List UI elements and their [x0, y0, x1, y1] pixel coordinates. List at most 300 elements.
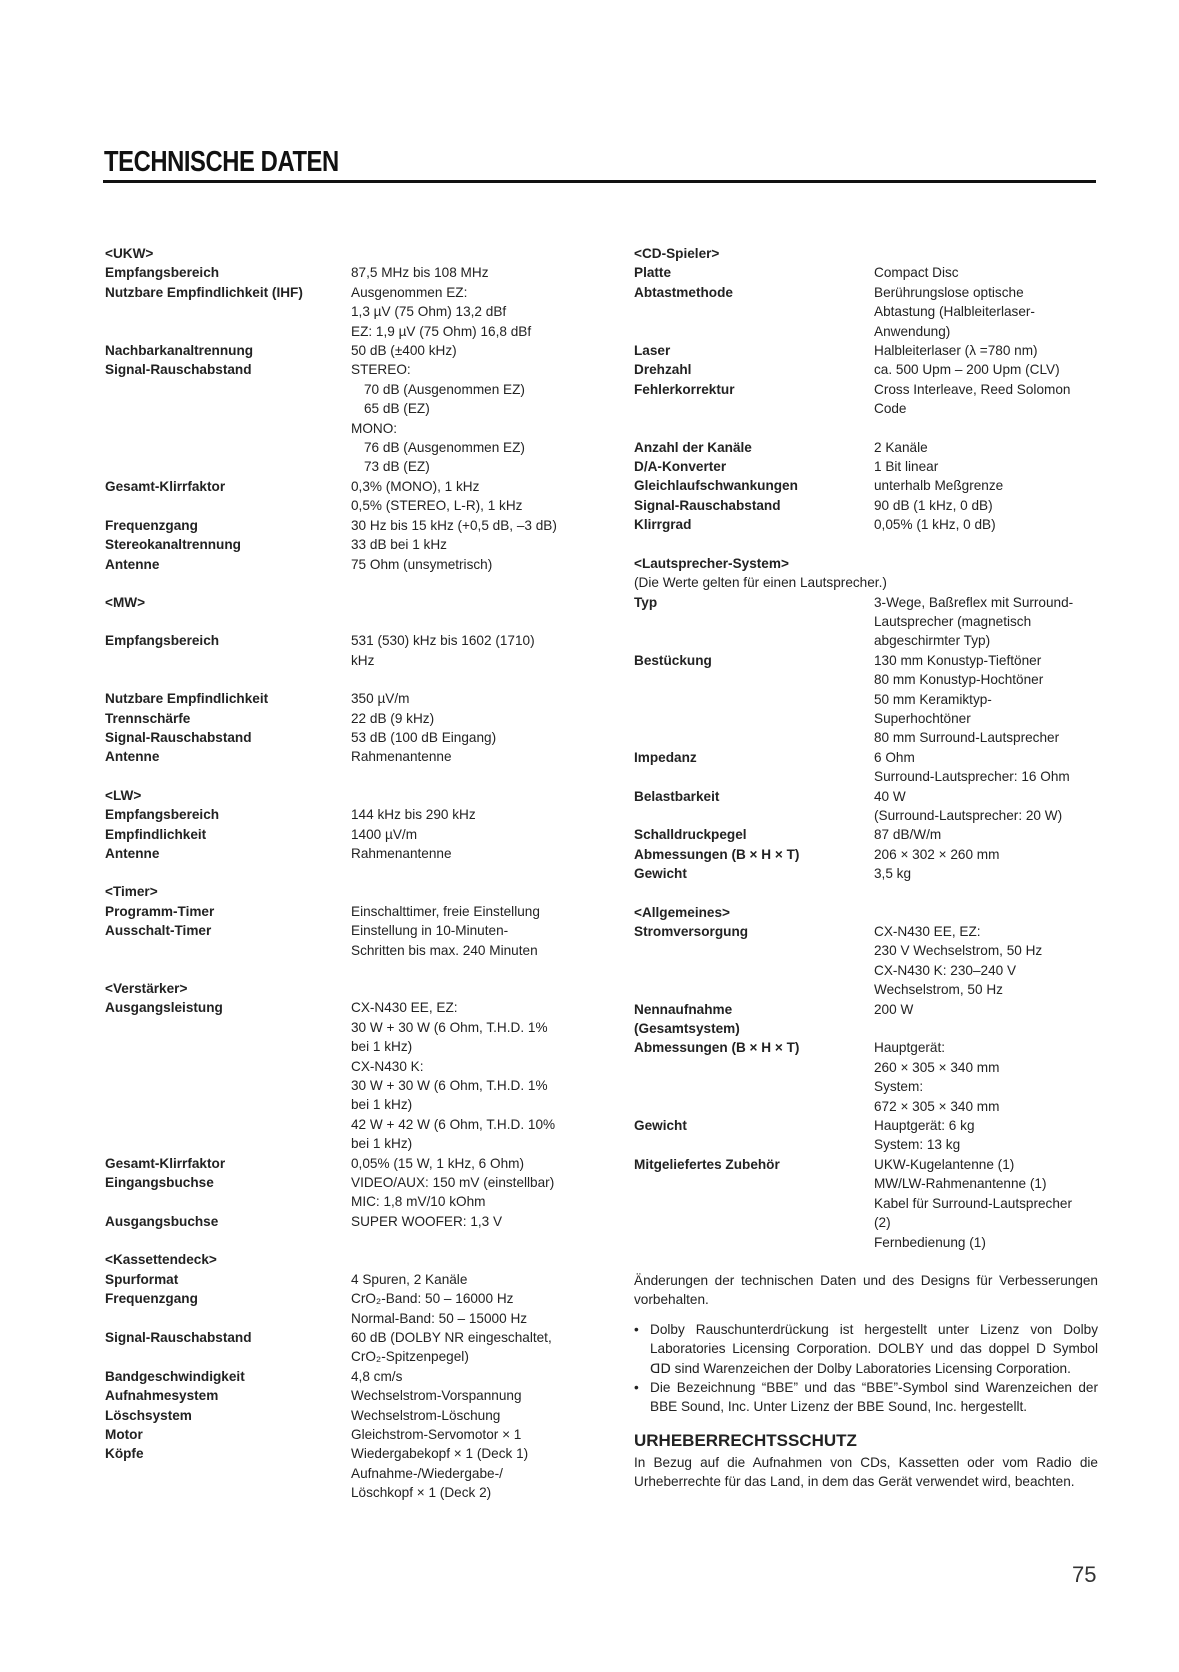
- spec-label-text: Frequenzgang: [105, 1291, 198, 1307]
- spec-value-line: (Surround-Lautsprecher: 20 W): [874, 807, 1063, 823]
- spec-value-line: Wiedergabekopf × 1 (Deck 1): [351, 1446, 529, 1462]
- spec-label-text: Programm-Timer: [105, 903, 215, 919]
- spec-label-text: Bestückung: [634, 652, 712, 668]
- notes-gap: [634, 1252, 1098, 1271]
- spec-label: [105, 1367, 351, 1386]
- spec-value-line: 30 Hz bis 15 kHz (+0,5 dB, –3 dB): [351, 517, 557, 533]
- spec-label: [634, 496, 874, 515]
- spec-label: [105, 1154, 351, 1173]
- section-heading: <Allgemeines>: [634, 904, 730, 920]
- spec-row: [634, 1038, 1098, 1116]
- spec-value-line: CX-N430 K:: [351, 1058, 424, 1074]
- spec-row: [634, 864, 1098, 883]
- copyright-heading: URHEBERRECHTSSCHUTZ: [634, 1430, 857, 1450]
- spec-label: [105, 1270, 351, 1289]
- spec-value-line: 60 dB (DOLBY NR eingeschaltet,: [351, 1329, 552, 1345]
- spec-row: [634, 457, 1098, 476]
- spec-value: [351, 1406, 500, 1425]
- spec-label-text: Stromversorgung: [634, 924, 749, 939]
- spec-row: [105, 360, 557, 476]
- spec-value: [351, 902, 540, 921]
- spec-label-text: Trennschärfe: [105, 710, 191, 726]
- spec-value: [874, 515, 996, 534]
- spec-label: [634, 476, 874, 495]
- spec-label: [634, 283, 874, 302]
- spec-label: [105, 263, 351, 282]
- section-gap: [105, 960, 557, 979]
- spec-label: [105, 844, 351, 863]
- spec-label: [634, 864, 874, 883]
- spec-value-line: CX-N430 EE, EZ:: [874, 924, 981, 939]
- spec-value-line: Gleichstrom-Servomotor × 1: [351, 1426, 522, 1442]
- notice-bullet: [634, 1320, 1098, 1378]
- spec-value-line: Kabel für Surround-Lautsprecher: [874, 1195, 1072, 1211]
- spec-value: [351, 341, 457, 360]
- spec-label-text: Gewicht: [634, 866, 687, 882]
- spec-label-text: Signal-Rauschabstand: [105, 729, 252, 745]
- spec-value-line: 4 Spuren, 2 Kanäle: [351, 1271, 468, 1287]
- spec-label: [634, 438, 874, 457]
- spec-value: [351, 1328, 552, 1367]
- spec-value-line: 1400 µV/m: [351, 826, 418, 842]
- spec-value-line: Compact Disc: [874, 265, 959, 281]
- spec-value-line: EZ: 1,9 µV (75 Ohm) 16,8 dBf: [351, 323, 532, 339]
- spec-value-line: Rahmenantenne: [351, 845, 452, 861]
- spec-value-line: Hauptgerät:: [874, 1040, 946, 1056]
- spec-row: [105, 1425, 557, 1444]
- spec-value-line: Lautsprecher (magnetisch: [874, 613, 1032, 629]
- spec-value-line: 87,5 MHz bis 108 MHz: [351, 265, 489, 281]
- spec-row: [634, 263, 1098, 282]
- spec-value-line: 0,05% (15 W, 1 kHz, 6 Ohm): [351, 1155, 525, 1171]
- copyright-text: In Bezug auf die Aufnahmen von CDs, Kassetten oder vom Radio die Urheberrechte für das Land, in dem das Gerät verwendet wird, beachten.: [634, 1454, 1098, 1490]
- spec-label: [634, 457, 874, 476]
- spec-label-text: Empfangsbereich: [105, 633, 220, 649]
- spec-value: [351, 477, 522, 516]
- spec-label-text: Köpfe: [105, 1446, 144, 1462]
- spec-value-line: 50 mm Keramiktyp-: [874, 691, 992, 707]
- spec-value-line: 6 Ohm: [874, 749, 915, 765]
- spec-value-line: CrO₂-Spitzenpegel): [351, 1349, 469, 1365]
- spec-value: [351, 709, 434, 728]
- spec-label-text: Nennaufnahme: [634, 1001, 733, 1017]
- spec-value-line: MONO:: [351, 420, 398, 436]
- spec-row: [105, 1444, 557, 1502]
- spec-label-text: Platte: [634, 265, 672, 281]
- section-heading: <Verstärker>: [105, 981, 188, 996]
- spec-value: [351, 1212, 502, 1231]
- spec-row: [634, 283, 1098, 341]
- spec-value: [351, 1270, 467, 1289]
- spec-label: [105, 747, 351, 766]
- spec-row: [105, 477, 557, 516]
- spec-row: [634, 438, 1098, 457]
- spec-value: [874, 1000, 913, 1019]
- spec-value: [874, 845, 999, 864]
- spec-label: [634, 341, 874, 360]
- spec-value: [874, 1155, 1072, 1252]
- spec-value-line: Superhochtöner: [874, 710, 971, 726]
- spec-value-line: Einschalttimer, freie Einstellung: [351, 903, 540, 919]
- spec-label-text: Antenne: [105, 845, 160, 861]
- section-note: (Die Werte gelten für einen Lautsprecher.): [634, 575, 887, 591]
- spec-value: [874, 864, 911, 883]
- spec-label-text: Drehzahl: [634, 362, 692, 378]
- spec-label: [634, 748, 874, 767]
- notes-gap: [634, 1310, 1098, 1320]
- spec-value: [874, 341, 1038, 360]
- spec-label-text: Löschsystem: [105, 1407, 192, 1423]
- spec-row: [634, 515, 1098, 534]
- spec-label-text: Ausschalt-Timer: [105, 923, 212, 939]
- spec-row: [105, 998, 557, 1153]
- spec-row: [105, 1154, 557, 1173]
- spec-label-text: Signal-Rauschabstand: [105, 362, 252, 378]
- spec-label-text: (Gesamtsystem): [634, 1021, 740, 1037]
- spec-value-line: 230 V Wechselstrom, 50 Hz: [874, 943, 1043, 959]
- spec-value-line: Löschkopf × 1 (Deck 2): [351, 1485, 492, 1501]
- spec-value-line: Halbleiterlaser (λ =780 nm): [874, 343, 1038, 359]
- spec-value-line: 33 dB bei 1 kHz: [351, 537, 447, 553]
- spec-value-line: 70 dB (Ausgenommen EZ): [364, 381, 525, 397]
- spec-value: [874, 787, 1062, 826]
- spec-value: [351, 555, 492, 574]
- section-gap: [634, 884, 1098, 903]
- spec-value: [351, 1154, 524, 1173]
- spec-value-line: bei 1 kHz): [351, 1136, 413, 1152]
- spec-value-line: System: 13 kg: [874, 1137, 961, 1153]
- spec-value: [351, 921, 538, 960]
- spec-value-line: 1,3 µV (75 Ohm) 13,2 dBf: [351, 304, 507, 320]
- section-heading: <LW>: [105, 787, 142, 803]
- left-column: [105, 244, 557, 1503]
- spec-value-line: abgeschirmter Typ): [874, 633, 991, 649]
- spec-value-line: 206 × 302 × 260 mm: [874, 846, 1000, 862]
- spec-label-text: Eingangsbuchse: [105, 1175, 214, 1191]
- spec-label-text: Motor: [105, 1426, 143, 1442]
- spec-label-text: Signal-Rauschabstand: [105, 1329, 252, 1345]
- spec-value-line: Fernbedienung (1): [874, 1234, 986, 1250]
- spec-label-text: Empfangsbereich: [105, 265, 220, 281]
- section-heading: <Kassettendeck>: [105, 1252, 217, 1268]
- spec-value-line: 53 dB (100 dB Eingang): [351, 729, 497, 745]
- spec-value-line: (2): [874, 1215, 891, 1231]
- spec-value-line: 0,05% (1 kHz, 0 dB): [874, 517, 996, 533]
- spec-label: [634, 360, 874, 379]
- spec-label-text: Laser: [634, 343, 671, 359]
- spec-value-line: Berührungslose optische: [874, 284, 1024, 300]
- spec-value-line: ca. 500 Upm – 200 Upm (CLV): [874, 362, 1060, 378]
- spec-label-text: Nachbarkanaltrennung: [105, 343, 254, 359]
- spec-label: [105, 805, 351, 824]
- spec-value-line: 65 dB (EZ): [364, 401, 430, 417]
- spec-value-line: kHz: [351, 652, 375, 668]
- spec-label-text: Nutzbare Empfindlichkeit: [105, 691, 269, 707]
- spec-label: [634, 593, 874, 612]
- spec-label-text: Mitgeliefertes Zubehör: [634, 1156, 780, 1172]
- spec-value: [874, 922, 1042, 1000]
- spec-value-line: 73 dB (EZ): [364, 459, 430, 475]
- spec-label-text: Empfindlichkeit: [105, 826, 207, 842]
- spec-value: [874, 457, 938, 476]
- spec-label: [105, 998, 351, 1017]
- spec-value: [351, 998, 555, 1153]
- spec-row: [634, 825, 1098, 844]
- spec-row: [105, 341, 557, 360]
- spec-label-text: Gesamt-Klirrfaktor: [105, 478, 226, 494]
- spec-row: [634, 651, 1098, 748]
- spec-value: [874, 283, 1035, 341]
- spec-row: [105, 535, 557, 554]
- spec-value-line: 3-Wege, Baßreflex mit Surround-: [874, 594, 1074, 610]
- spec-label-text: Belastbarkeit: [634, 788, 720, 804]
- spec-row: [105, 263, 557, 282]
- section-heading: <Timer>: [105, 884, 158, 900]
- spec-label-text: Frequenzgang: [105, 517, 198, 533]
- spec-label-text: Gewicht: [634, 1118, 687, 1134]
- spec-label-text: Antenne: [105, 749, 160, 765]
- spec-value-line: 75 Ohm (unsymetrisch): [351, 556, 493, 572]
- spec-label-text: Schalldruckpegel: [634, 827, 747, 843]
- spec-label: [634, 825, 874, 844]
- spec-value: [351, 1444, 528, 1502]
- row-gap: [105, 612, 557, 631]
- spec-label: [634, 787, 874, 806]
- spec-label-text: Spurformat: [105, 1271, 179, 1287]
- page-title: TECHNISCHE DATEN: [104, 146, 339, 178]
- spec-value: [351, 1386, 522, 1405]
- spec-value: [874, 263, 959, 282]
- spec-label: [105, 283, 351, 302]
- spec-value-line: 260 × 305 × 340 mm: [874, 1059, 1000, 1075]
- spec-label-text: Typ: [634, 594, 658, 610]
- spec-label-text: Bandgeschwindigkeit: [105, 1368, 245, 1384]
- spec-label-text: Signal-Rauschabstand: [634, 497, 781, 513]
- spec-value: [351, 360, 525, 476]
- spec-label: [634, 922, 874, 941]
- spec-label-text: Ausgangsleistung: [105, 1000, 223, 1016]
- spec-label: [105, 728, 351, 747]
- spec-row: [634, 476, 1098, 495]
- changes-note: Änderungen der technischen Daten und des Designs für Verbesserungen vorbehalten.: [634, 1272, 1098, 1308]
- right-column: [634, 244, 1098, 1492]
- spec-row: [105, 1406, 557, 1425]
- spec-label: [105, 555, 351, 574]
- spec-value-line: CX-N430 EE, EZ:: [351, 1000, 458, 1016]
- spec-value-line: Wechselstrom, 50 Hz: [874, 982, 1003, 998]
- spec-value-line: Hauptgerät: 6 kg: [874, 1118, 975, 1134]
- section-gap: [105, 767, 557, 786]
- section-heading: <MW>: [105, 594, 146, 610]
- spec-value: [874, 438, 928, 457]
- spec-row: [105, 902, 557, 921]
- spec-row: [634, 496, 1098, 515]
- spec-value: [351, 516, 557, 535]
- bullet-text: Dolby Rauschunterdrückung ist hergestellt unter Lizenz von Dolby Laboratories Licensing Corporation. DOLBY und das doppel D Symbol ᗡᗞ sind Warenzeichen der Dolby Laboratories Licensing Corporation.: [650, 1321, 1098, 1376]
- spec-row: [105, 805, 557, 824]
- spec-value-line: Schritten bis max. 240 Minuten: [351, 942, 538, 958]
- section-heading: <UKW>: [105, 246, 154, 261]
- spec-value: [351, 844, 452, 863]
- spec-value-line: Einstellung in 10-Minuten-: [351, 923, 509, 939]
- spec-value-line: bei 1 kHz): [351, 1097, 413, 1113]
- spec-value-line: 30 W + 30 W (6 Ohm, T.H.D. 1%: [351, 1078, 548, 1094]
- spec-label: [634, 1116, 874, 1135]
- spec-value-line: CX-N430 K: 230–240 V: [874, 962, 1017, 978]
- spec-value-line: unterhalb Meßgrenze: [874, 478, 1004, 494]
- spec-value: [351, 728, 496, 747]
- spec-label: [105, 360, 351, 379]
- spec-row: [634, 845, 1098, 864]
- spec-row: [634, 360, 1098, 379]
- page-number: 75: [1072, 1562, 1097, 1587]
- spec-value-line: 1 Bit linear: [874, 459, 939, 475]
- spec-value: [351, 1425, 521, 1444]
- spec-value-line: 40 W: [874, 788, 906, 804]
- spec-value-line: 0,3% (MONO), 1 kHz: [351, 478, 480, 494]
- spec-label: [105, 535, 351, 554]
- spec-row: [105, 1212, 557, 1231]
- spec-row: [634, 1155, 1098, 1252]
- spec-value-line: 30 W + 30 W (6 Ohm, T.H.D. 1%: [351, 1019, 548, 1035]
- spec-value-line: CrO₂-Band: 50 – 16000 Hz: [351, 1291, 514, 1307]
- spec-row: [105, 283, 557, 341]
- spec-row: [105, 1367, 557, 1386]
- spec-label: [634, 1038, 874, 1057]
- row-gap: [105, 670, 557, 689]
- spec-row: [105, 1173, 557, 1212]
- spec-row: [105, 1328, 557, 1367]
- spec-value-line: 76 dB (Ausgenommen EZ): [364, 440, 525, 456]
- spec-label: [105, 902, 351, 921]
- spec-label: [105, 825, 351, 844]
- spec-label-text: Ausgangsbuchse: [105, 1213, 219, 1229]
- spec-value-line: Ausgenommen EZ:: [351, 284, 468, 300]
- spec-label-text: Klirrgrad: [634, 517, 692, 533]
- spec-value-line: 672 × 305 × 340 mm: [874, 1098, 1000, 1114]
- spec-row: [634, 787, 1098, 826]
- spec-label: [105, 1444, 351, 1463]
- spec-label: [105, 341, 351, 360]
- spec-value-line: 80 mm Konustyp-Hochtöner: [874, 672, 1044, 688]
- bullet-dot-icon: •: [634, 1379, 639, 1395]
- spec-label: [105, 1425, 351, 1444]
- spec-row: [634, 1000, 1098, 1039]
- spec-value-line: 90 dB (1 kHz, 0 dB): [874, 497, 993, 513]
- spec-value-line: 531 (530) kHz bis 1602 (1710): [351, 633, 535, 649]
- spec-value: [351, 1173, 554, 1212]
- spec-value-line: Wechselstrom-Vorspannung: [351, 1388, 522, 1404]
- spec-row: [105, 728, 557, 747]
- spec-value-line: 2 Kanäle: [874, 439, 928, 455]
- spec-label-text: Aufnahmesystem: [105, 1388, 219, 1404]
- spec-row: [105, 631, 557, 670]
- section-heading: <CD-Spieler>: [634, 246, 720, 261]
- spec-value-line: 350 µV/m: [351, 691, 410, 707]
- spec-value: [351, 1367, 402, 1386]
- spec-label-text: Stereokanaltrennung: [105, 537, 241, 553]
- spec-value-line: System:: [874, 1079, 924, 1095]
- spec-value-line: 80 mm Surround-Lautsprecher: [874, 730, 1060, 746]
- spec-row: [105, 844, 557, 863]
- spec-value: [874, 496, 993, 515]
- spec-value: [351, 283, 531, 341]
- spec-value: [874, 651, 1059, 748]
- spec-value: [351, 631, 535, 670]
- spec-value: [351, 747, 452, 766]
- spec-value-line: STEREO:: [351, 362, 411, 378]
- spec-label: [105, 477, 351, 496]
- spec-value: [351, 535, 447, 554]
- spec-row: [634, 922, 1098, 1000]
- spec-value: [874, 380, 1070, 419]
- section-gap: [105, 863, 557, 882]
- spec-label-text: Fehlerkorrektur: [634, 381, 735, 397]
- spec-value-line: 3,5 kg: [874, 866, 912, 882]
- spec-value-line: MW/LW-Rahmenantenne (1): [874, 1176, 1047, 1192]
- spec-value-line: VIDEO/AUX: 150 mV (einstellbar): [351, 1175, 555, 1191]
- spec-row: [105, 1270, 557, 1289]
- spec-row: [634, 1116, 1098, 1155]
- title-rule: [103, 180, 1096, 183]
- spec-value-line: 0,5% (STEREO, L-R), 1 kHz: [351, 498, 523, 514]
- section-gap: [105, 1231, 557, 1250]
- spec-label: [634, 515, 874, 534]
- spec-label: [105, 1212, 351, 1231]
- spec-value-line: 4,8 cm/s: [351, 1368, 403, 1384]
- spec-label: [105, 689, 351, 708]
- spec-label: [105, 1289, 351, 1308]
- spec-value-line: 144 kHz bis 290 kHz: [351, 807, 476, 823]
- spec-label: [105, 1328, 351, 1347]
- spec-label: [634, 1155, 874, 1174]
- spec-value-line: Wechselstrom-Löschung: [351, 1407, 501, 1423]
- spec-value: [874, 360, 1060, 379]
- spec-value: [874, 825, 941, 844]
- spec-label: [634, 651, 874, 670]
- spec-label: [634, 263, 874, 282]
- spec-value-line: 130 mm Konustyp-Tieftöner: [874, 652, 1042, 668]
- spec-label: [105, 921, 351, 940]
- row-gap: [634, 419, 1098, 438]
- spec-value-line: Abtastung (Halbleiterlaser-: [874, 304, 1035, 320]
- spec-row: [105, 516, 557, 535]
- spec-value-line: Cross Interleave, Reed Solomon: [874, 381, 1071, 397]
- spec-value: [874, 476, 1003, 495]
- spec-value-line: Rahmenantenne: [351, 749, 452, 765]
- spec-value: [351, 805, 476, 824]
- spec-label-text: Abtastmethode: [634, 284, 733, 300]
- spec-value-line: Surround-Lautsprecher: 16 Ohm: [874, 769, 1070, 785]
- spec-value: [351, 1289, 527, 1328]
- spec-label-text: Gesamt-Klirrfaktor: [105, 1155, 226, 1171]
- spec-label: [105, 1386, 351, 1405]
- spec-value: [874, 593, 1073, 651]
- spec-label: [105, 1173, 351, 1192]
- spec-value: [351, 689, 409, 708]
- spec-label-text: Empfangsbereich: [105, 807, 220, 823]
- section-heading: <Lautsprecher-System>: [634, 555, 789, 571]
- spec-value-line: Code: [874, 401, 907, 417]
- spec-value: [874, 1038, 999, 1116]
- spec-label-text: Abmessungen (B × H × T): [634, 1040, 800, 1056]
- bullet-dot-icon: •: [634, 1321, 639, 1337]
- spec-label-text: D/A-Konverter: [634, 459, 727, 475]
- spec-label: [105, 709, 351, 728]
- spec-value-line: 22 dB (9 kHz): [351, 710, 435, 726]
- spec-row: [634, 341, 1098, 360]
- bullet-text: Die Bezeichnung “BBE” und das “BBE”-Symbol sind Warenzeichen der BBE Sound, Inc. Unter Lizenz der BBE Sound, Inc. hergestellt.: [650, 1379, 1098, 1415]
